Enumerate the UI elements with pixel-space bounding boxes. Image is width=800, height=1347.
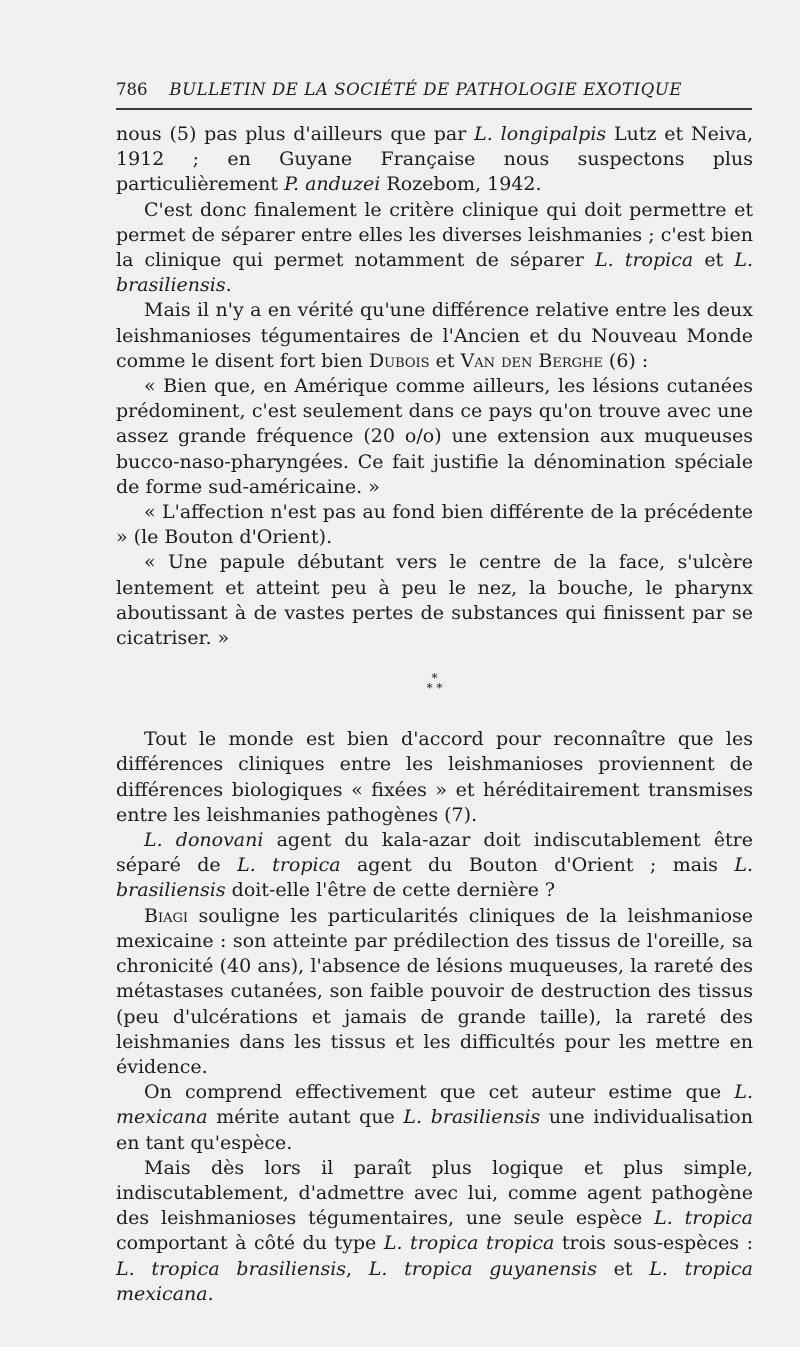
text-run: .	[225, 274, 232, 297]
section-separator	[116, 671, 753, 696]
paragraph	[116, 500, 753, 550]
italic-text: L. brasiliensis	[403, 1106, 541, 1129]
text-run: et	[429, 349, 461, 372]
italic-text: L. tropica tropica	[383, 1232, 555, 1255]
text-run: doit-elle l'être de cette dernière ?	[225, 879, 556, 902]
text-run: mérite autant que	[207, 1106, 404, 1129]
small-caps-text: Van den Berghe	[460, 349, 603, 372]
text-run: souligne les particularités cliniques de la leishmaniose mexicaine : son atteinte par prédilection des tissus de l'oreille, sa chronicité (40 ans), l'absence de lésions muqueuses, la rareté des métastases cutanées, son faible pouvoir de destruction des tissus (peu d'ulcérations et jamais de grande taille), la rareté des leishmanies dans les tissus et les difficultés pour les mettre en évidence.	[116, 904, 753, 1078]
paragraph	[116, 904, 753, 1080]
text-run: ,	[346, 1257, 369, 1280]
italic-text: L. tropica brasiliensis	[116, 1257, 347, 1280]
text-run: trois sous-espèces :	[554, 1232, 754, 1255]
italic-text: L. tropica	[654, 1207, 753, 1230]
paragraph	[116, 828, 753, 904]
text-run: et	[693, 249, 735, 272]
page-number: 786	[116, 80, 148, 99]
text-run: agent du Bouton d'Orient ; mais	[340, 854, 735, 877]
italic-text: L. brasiliensis	[116, 249, 753, 297]
separator-stars-bottom: * *	[426, 681, 443, 696]
text-run: (6) :	[602, 349, 649, 372]
italic-text: L. tropica guyanensis	[368, 1257, 597, 1280]
text-run: Mais il n'y a en vérité qu'une différence relative entre les deux leishmanioses tégumentaires de l'Ancien et du Nouveau Monde comme le disent fort bien	[116, 299, 753, 372]
separator-star-top: *	[431, 671, 438, 686]
paragraph	[116, 298, 753, 374]
text-run: Lutz et Neiva, 1912 ; en Guyane Française nous suspectons plus particulièrement	[116, 123, 754, 196]
body-text	[116, 122, 753, 1307]
paragraph	[116, 374, 753, 500]
text-run: comportant à côté du type	[116, 1232, 384, 1255]
italic-text: L. brasiliensis	[116, 854, 753, 902]
small-caps-text: Biagi	[144, 904, 189, 927]
italic-text: L. longipalpis	[474, 123, 607, 145]
text-run: nous (5) pas plus d'ailleurs que par	[116, 123, 475, 145]
paragraph	[116, 727, 753, 828]
italic-text: L. donovani	[144, 829, 264, 852]
text-run: Mais dès lors il paraît plus logique et plus simple, indiscutablement, d'admettre avec lui, comme agent pathogène des leishmanioses tégumentaires, une seule espèce	[116, 1156, 753, 1230]
text-run: et	[596, 1257, 650, 1280]
text-run: .	[207, 1282, 214, 1305]
text-run: Rozebom, 1942.	[380, 173, 542, 196]
text-run: C'est donc finalement le critère clinique qui doit permettre et permet de séparer entre elles les diverses leishmanies ; c'est bien la clinique qui permet notamment de séparer	[116, 198, 753, 272]
text-run: « Une papule débutant vers le centre de la face, s'ulcère lentement et atteint peu à peu le nez, la bouche, le pharynx aboutissant à de vastes pertes de substances qui finissent par se cicatriser. »	[116, 551, 753, 650]
running-header	[116, 80, 752, 99]
paragraph	[116, 1080, 753, 1156]
italic-text: L. tropica mexicana	[116, 1257, 754, 1305]
text-run: une individualisation en tant qu'espèce.	[116, 1106, 753, 1154]
paragraph	[116, 550, 753, 651]
italic-text: L. mexicana	[116, 1081, 753, 1129]
section-1	[116, 122, 753, 651]
text-run: Tout le monde est bien d'accord pour reconnaître que les différences cliniques entre les leishmanioses proviennent de différences biologiques « fixées » et héréditairement transmises entre les leishmanies pathogènes (7).	[116, 728, 753, 826]
paragraph	[116, 198, 753, 299]
text-run: « Bien que, en Amérique comme ailleurs, les lésions cutanées prédominent, c'est seulement dans ce pays qu'on trouve avec une assez grande fréquence (20 o/o) une extension aux muqueuses bucco-naso-pharyngées. Ce fait justifie la dénomination spéciale de forme sud-américaine. »	[116, 375, 753, 498]
section-2	[116, 727, 753, 1307]
header-rule	[116, 108, 752, 110]
text-run: « L'affection n'est pas au fond bien différente de la précédente » (le Bouton d'Orient).	[116, 501, 753, 549]
italic-text: P. anduzei	[284, 173, 381, 196]
text-run: On comprend effectivement que cet auteur estime que	[144, 1081, 735, 1104]
paragraph	[116, 1156, 753, 1307]
italic-text: L. tropica	[237, 854, 341, 877]
small-caps-text: Dubois	[368, 349, 430, 372]
running-title: BULLETIN DE LA SOCIÉTÉ DE PATHOLOGIE EXOTIQUE	[169, 80, 683, 99]
text-run: agent du kala-azar doit indiscutablement être séparé de	[116, 829, 753, 877]
paragraph	[116, 122, 753, 198]
italic-text: L. tropica	[595, 249, 694, 272]
